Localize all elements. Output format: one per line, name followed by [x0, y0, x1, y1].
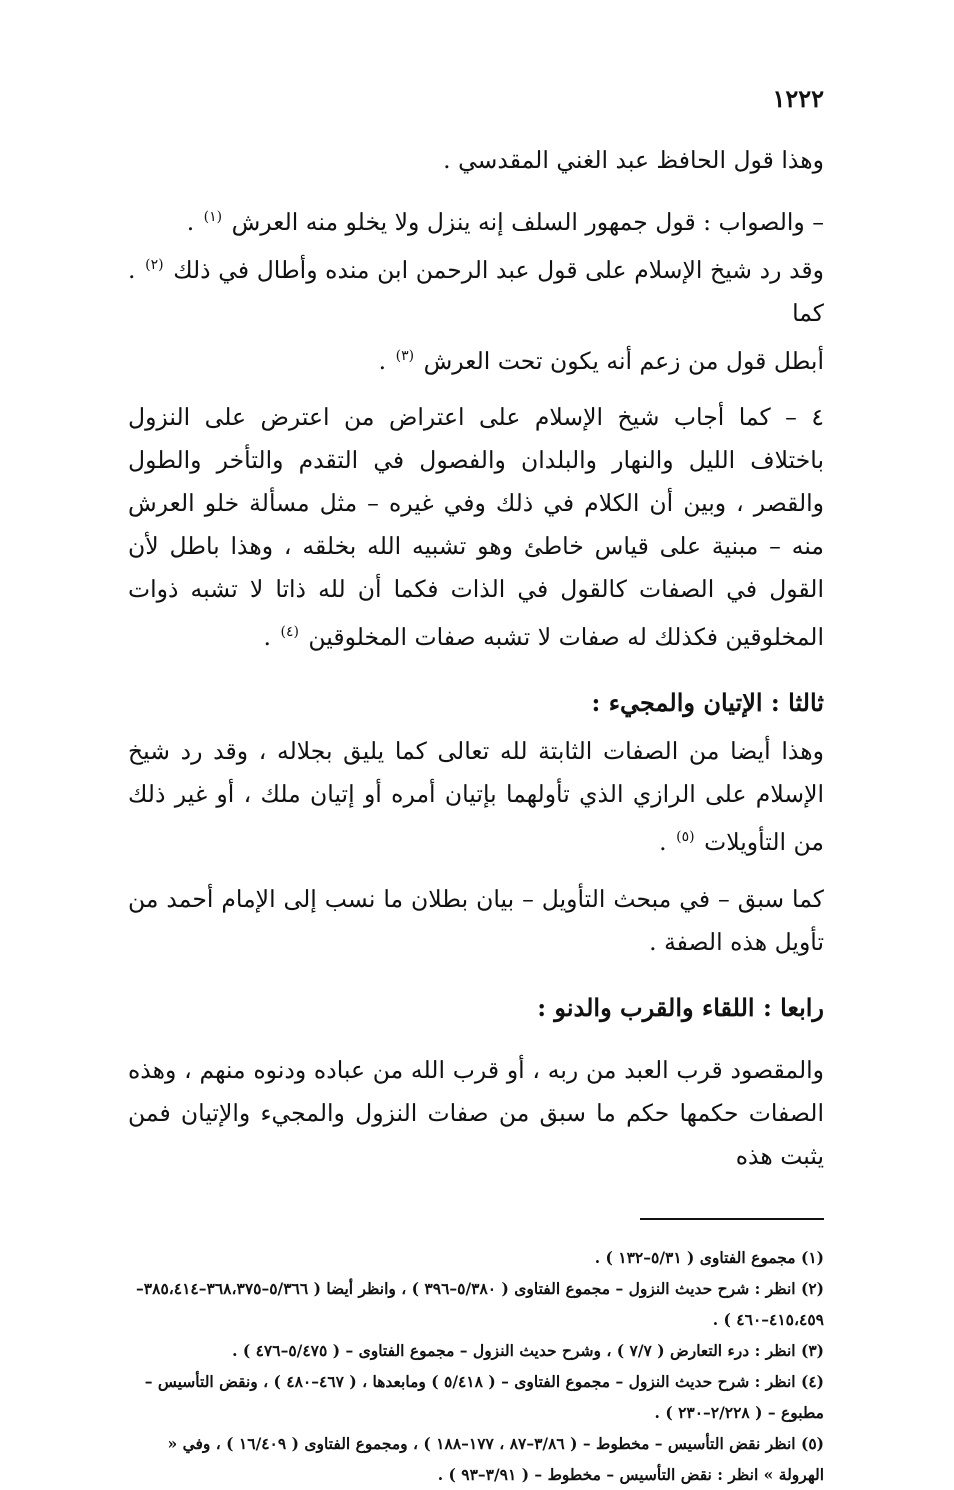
footnote-separator	[640, 1218, 824, 1220]
paragraph-taweel: كما سبق – في مبحث التأويل – بيان بطلان ما نسب إلى الإمام أحمد من تأويل هذه الصفة .	[128, 885, 824, 957]
paragraph-ityan: وهذا أيضا من الصفات الثابتة لله تعالى كما يليق بجلاله ، وقد رد شيخ الإسلام على الرازي الذي تأولهما بإتيان أمره أو إتيان ملك ، أو غير ذلك من التأويلات $^{(٥)}$ .	[128, 737, 824, 857]
paragraph-qurb: والمقصود قرب العبد من ربه ، أو قرب الله من عباده ودنوه منهم ، وهذه الصفات حكمها حكم ما سبق من صفات النزول والمجيء والإتيان فمن يثبت هذه	[128, 1056, 824, 1171]
footnote-ref-4[interactable]: (٤)	[280, 624, 299, 641]
heading-thalithan: ثالثا : الإتيان والمجيء :	[591, 688, 824, 718]
footnote-ref-3[interactable]: (٣)	[395, 347, 415, 364]
paragraph-point-4: ٤ – كما أجاب شيخ الإسلام على اعتراض من اعترض على النزول باختلاف الليل والنهار والبلدان والفصول في التقدم والتأخر والطول والقصر ، وبين أن الكلام في ذلك وفي غيره – مثل مسألة خلو العرش منه – مبنية على قياس خاطئ وهو تشبيه الله بخلقه ، وهذا باطل لأن القول في الصفات كالقول في الذات فكما أن لله ذاتا لا تشبه ذوات المخلوقين فكذلك له صفات لا تشبه صفات المخلوقين $^{(٤)}$ .	[128, 403, 824, 652]
footnote-4: (٤) انظر : شرح حديث النزول – مجموع الفتاوى – ( ٥/٤١٨ ) ومابعدها ، ( ٤٦٧–٤٨٠ ) ، ونقض التأسيس – مطبوع – ( ٢/٢٢٨–٢٣٠ ) .	[144, 1372, 824, 1423]
main-text	[128, 139, 824, 1178]
footnotes	[128, 1242, 824, 1490]
footnote-2: (٢) انظر : شرح حديث النزول – مجموع الفتاوى ( ٥/٣٨٠–٣٩٦ ) ، وانظر أيضا ( ٥/٣٦٦–٣٦٨،٣٧٥–٣٨٥،٤١٤–٤١٥،٤٥٩–٤٦٠ ) .	[136, 1279, 824, 1330]
book-page	[128, 84, 824, 1485]
page-number: ١٢٢٢	[772, 84, 824, 113]
footnote-5: (٥) انظر نقض التأسيس – مخطوط – ( ٣/٨٦–٨٧ ، ١٧٧–١٨٨ ) ، ومجموع الفتاوى ( ١٦/٤٠٩ ) ، وفي « الهرولة » انظر : نقض التأسيس – مخطوط – ( ٣/٩١–٩٣ ) .	[167, 1434, 824, 1485]
footnote-ref-1[interactable]: (١)	[203, 209, 223, 225]
footnote-1: (١) مجموع الفتاوى ( ٥/٣١–١٣٢ ) .	[594, 1248, 824, 1268]
paragraph-abtal: أبطل قول من زعم أنه يكون تحت العرش $^{(٣)}$ .	[378, 346, 824, 375]
footnote-3: (٣) انظر : درء التعارض ( ٧/٧ ) ، وشرح حديث النزول – مجموع الفتاوى – ( ٥/٤٧٥–٤٧٦ ) .	[232, 1341, 824, 1361]
footnote-ref-2[interactable]: (٢)	[145, 256, 164, 273]
paragraph-intro: وهذا قول الحافظ عبد الغني المقدسي .	[443, 146, 824, 174]
footnote-ref-5[interactable]: (٥)	[676, 829, 695, 846]
paragraph-sawab: – والصواب : قول جمهور السلف إنه ينزل ولا يخلو منه العرش $^{(١)}$ .	[186, 207, 824, 236]
heading-rabian: رابعا : اللقاء والقرب والدنو :	[537, 993, 824, 1023]
paragraph-radd: وقد رد شيخ الإسلام على قول عبد الرحمن ابن منده وأطال في ذلك $^{(٢)}$ . كما	[128, 255, 824, 327]
